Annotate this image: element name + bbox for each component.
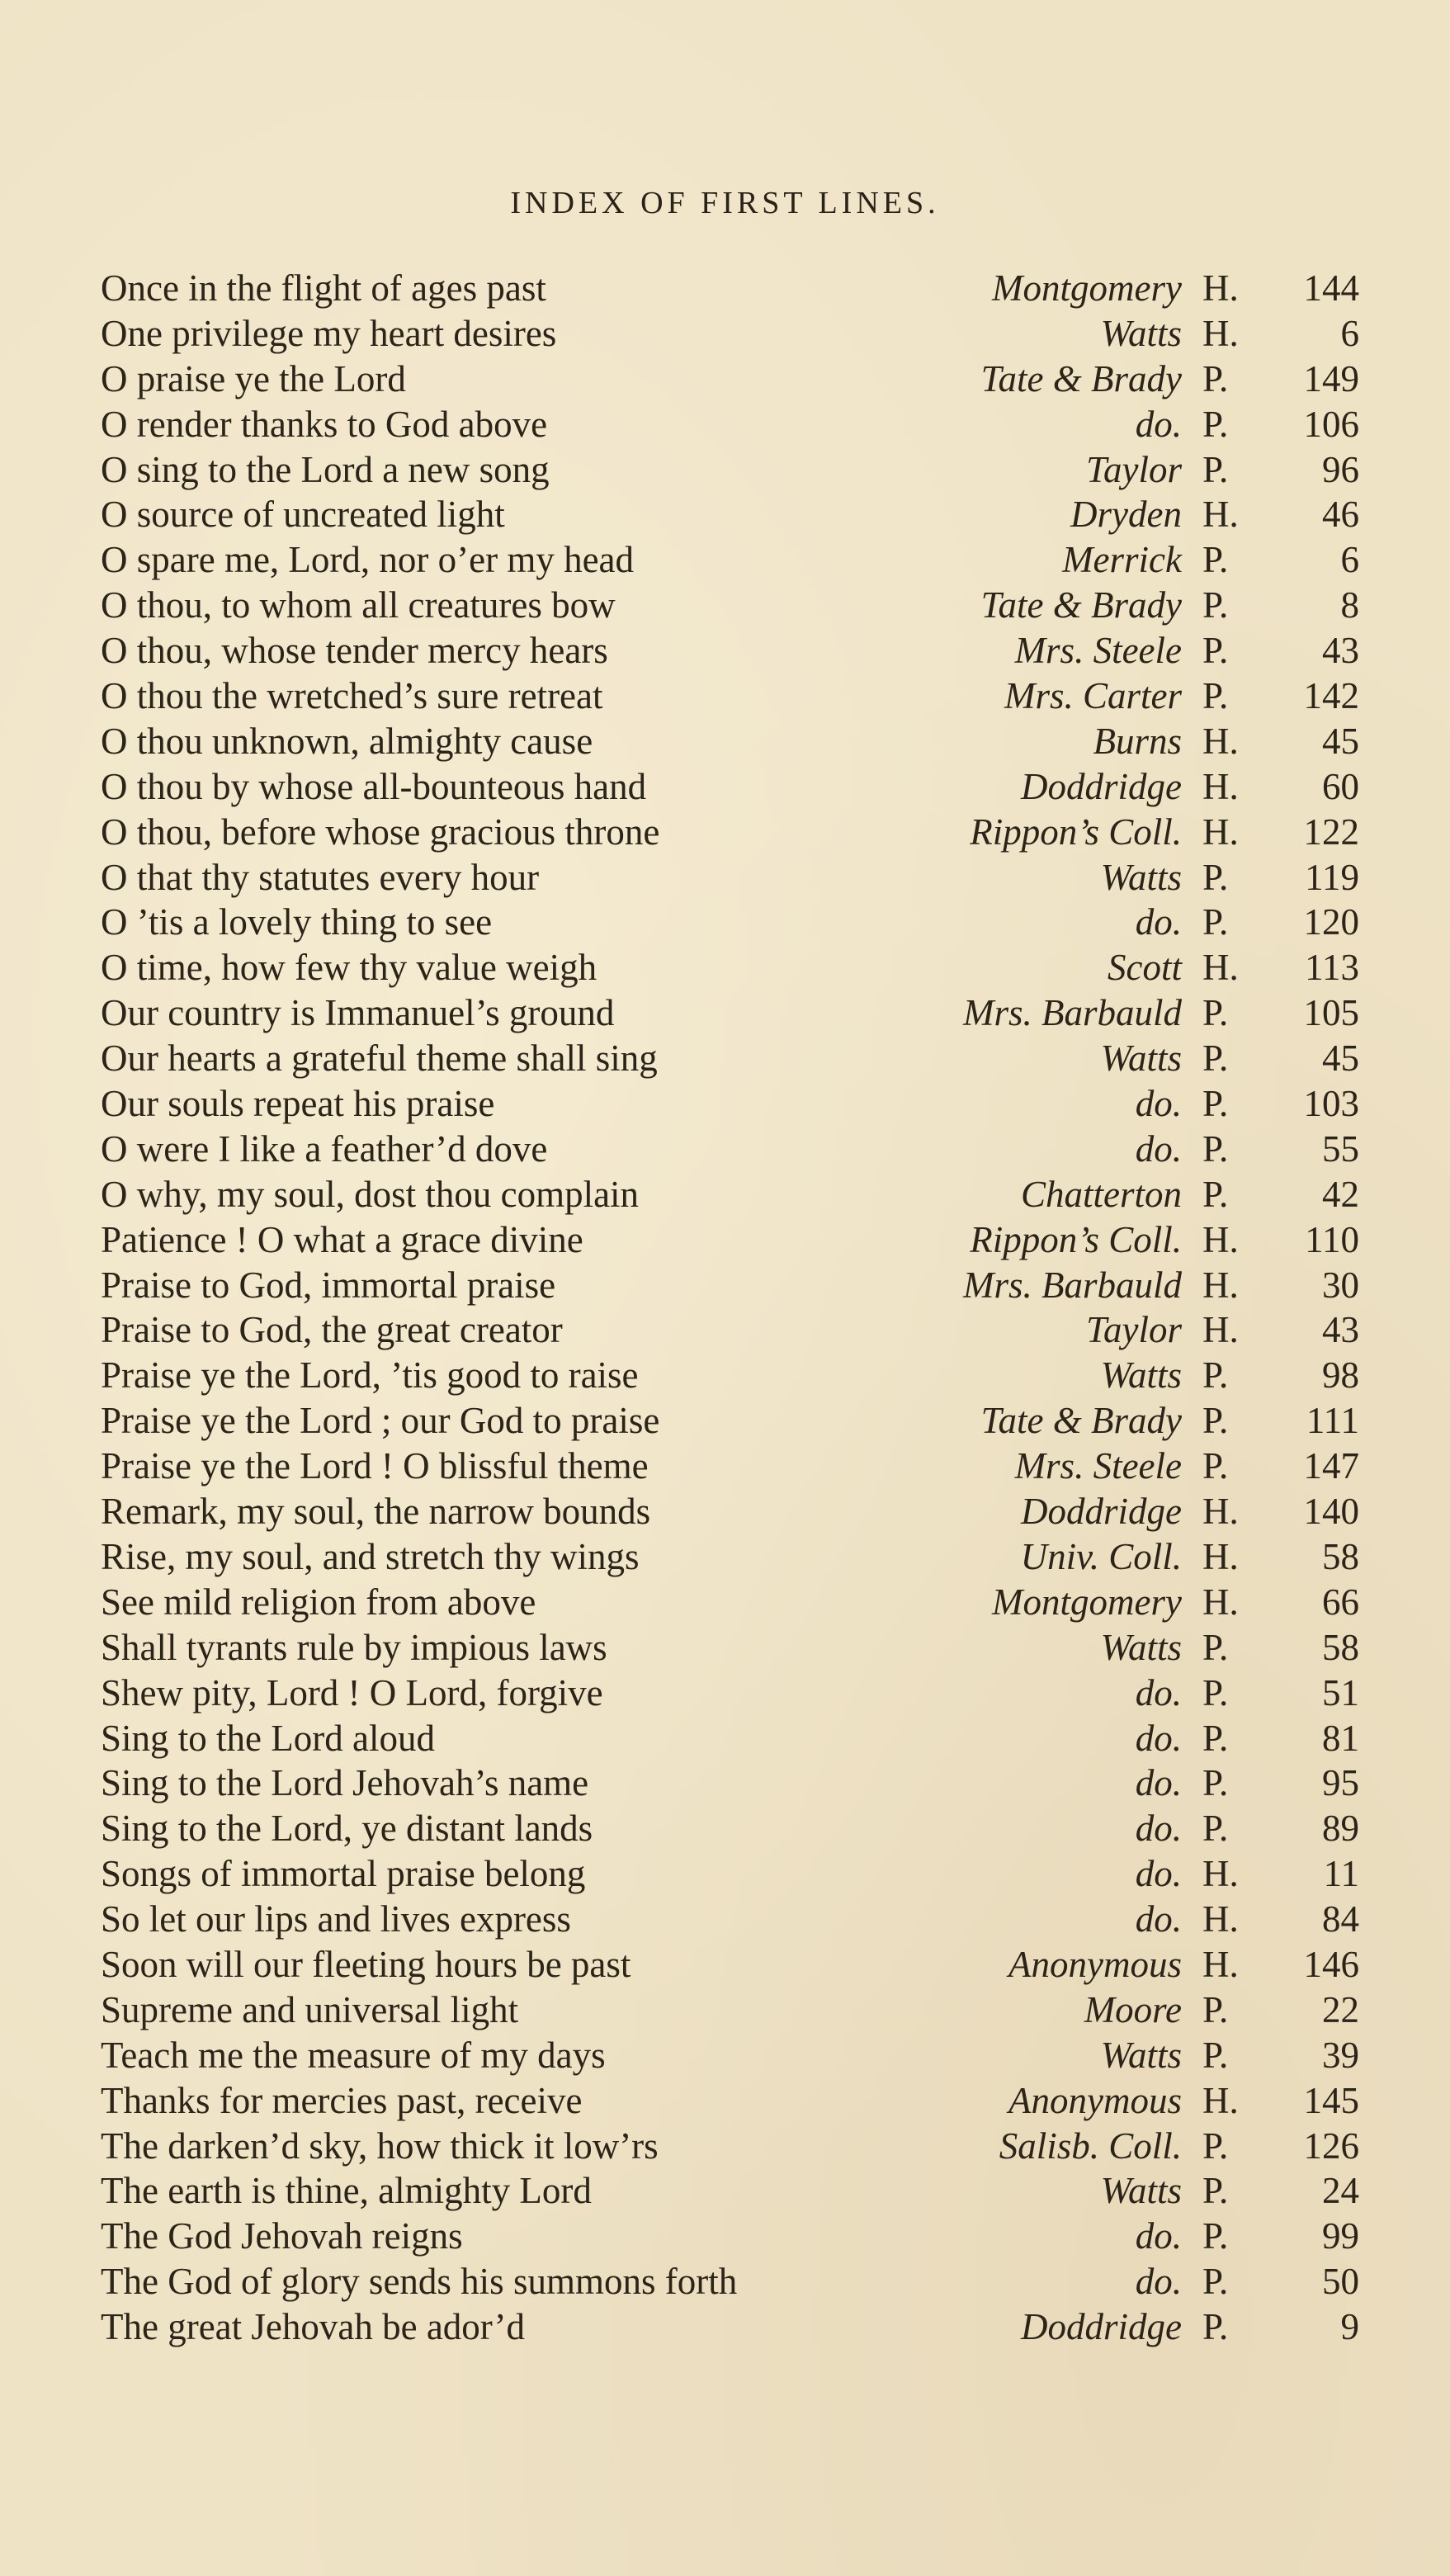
- author-name: do.: [1135, 1083, 1182, 1125]
- hymn-number: 146: [1303, 1943, 1359, 1985]
- first-line-text: Shew pity, Lord ! O Lord, forgive: [101, 1671, 603, 1713]
- hymn-number: 11: [1323, 1853, 1359, 1895]
- hymn-number: 111: [1306, 1400, 1359, 1442]
- author-name: Watts: [1100, 1354, 1182, 1397]
- hymn-number: 81: [1322, 1717, 1359, 1759]
- index-entry: [101, 1716, 1359, 1761]
- hymn-number: 122: [1303, 811, 1359, 853]
- section-letter: P.: [1202, 1127, 1229, 1170]
- author-name: do.: [1135, 403, 1182, 445]
- author-name: Anonymous: [1008, 1943, 1182, 1985]
- hymn-number: 120: [1303, 901, 1359, 943]
- author-name: Tate & Brady: [980, 357, 1182, 399]
- section-letter: P.: [1202, 1762, 1229, 1804]
- hymn-number: 46: [1322, 494, 1359, 536]
- author-name: Tate & Brady: [980, 1400, 1182, 1442]
- index-entry: [101, 2214, 1359, 2259]
- first-line-text: O were I like a feather’d dove: [101, 1127, 548, 1170]
- section-letter: P.: [1202, 2261, 1229, 2303]
- index-entry: [101, 2078, 1359, 2124]
- section-letter: P.: [1202, 1037, 1229, 1080]
- section-letter: P.: [1202, 2170, 1229, 2212]
- hymn-number: 50: [1322, 2261, 1359, 2303]
- author-name: do.: [1135, 1898, 1182, 1940]
- index-entry: [101, 1489, 1359, 1534]
- index-entry: [101, 1444, 1359, 1489]
- hymn-number: 30: [1322, 1264, 1359, 1306]
- author-name: Watts: [1100, 1037, 1182, 1080]
- first-line-text: O praise ye the Lord: [101, 357, 406, 399]
- index-entry: [101, 1580, 1359, 1625]
- first-line-text: Praise ye the Lord, ’tis good to raise: [101, 1354, 639, 1397]
- hymn-number: 8: [1340, 584, 1359, 626]
- section-letter: P.: [1202, 1445, 1229, 1487]
- first-line-text: Soon will our fleeting hours be past: [101, 1943, 631, 1985]
- hymn-number: 60: [1322, 765, 1359, 807]
- first-line-text: Praise to God, immortal praise: [101, 1264, 556, 1306]
- index-list: [101, 266, 1359, 2350]
- author-name: Mrs. Carter: [1004, 675, 1182, 717]
- hymn-number: 55: [1322, 1127, 1359, 1170]
- first-line-text: Praise ye the Lord ; our God to praise: [101, 1400, 660, 1442]
- author-name: Rippon’s Coll.: [970, 1218, 1182, 1260]
- hymn-number: 51: [1322, 1671, 1359, 1713]
- hymn-number: 98: [1322, 1354, 1359, 1397]
- hymn-number: 66: [1322, 1581, 1359, 1623]
- section-letter: H.: [1202, 1264, 1239, 1306]
- section-letter: P.: [1202, 448, 1229, 490]
- index-entry: [101, 1897, 1359, 1942]
- section-letter: P.: [1202, 584, 1229, 626]
- hymn-number: 6: [1340, 539, 1359, 581]
- author-name: do.: [1135, 901, 1182, 943]
- index-entry: [101, 1263, 1359, 1308]
- first-line-text: So let our lips and lives express: [101, 1898, 571, 1940]
- first-line-text: Shall tyrants rule by impious laws: [101, 1626, 607, 1668]
- author-name: do.: [1135, 1808, 1182, 1850]
- first-line-text: Patience ! O what a grace divine: [101, 1218, 583, 1260]
- index-entry: [101, 1081, 1359, 1127]
- section-letter: H.: [1202, 765, 1239, 807]
- section-letter: H.: [1202, 494, 1239, 536]
- index-entry: [101, 1534, 1359, 1580]
- author-name: Salisb. Coll.: [999, 2125, 1182, 2167]
- index-entry: [101, 2124, 1359, 2169]
- author-name: Anonymous: [1008, 2079, 1182, 2121]
- author-name: Mrs. Barbauld: [962, 992, 1182, 1034]
- section-letter: H.: [1202, 312, 1239, 354]
- hymn-number: 105: [1303, 992, 1359, 1034]
- first-line-text: O source of uncreated light: [101, 494, 505, 536]
- first-line-text: O thou unknown, almighty cause: [101, 720, 593, 762]
- first-line-text: O thou, to whom all creatures bow: [101, 584, 616, 626]
- section-letter: P.: [1202, 1626, 1229, 1668]
- index-entry: [101, 2168, 1359, 2214]
- index-entry: [101, 900, 1359, 945]
- first-line-text: O sing to the Lord a new song: [101, 448, 550, 490]
- author-name: do.: [1135, 1717, 1182, 1759]
- first-line-text: O why, my soul, dost thou complain: [101, 1173, 640, 1215]
- section-letter: P.: [1202, 1988, 1229, 2030]
- hymn-number: 58: [1322, 1626, 1359, 1668]
- section-letter: H.: [1202, 1943, 1239, 1985]
- author-name: Doddridge: [1021, 765, 1182, 807]
- first-line-text: O thou, whose tender mercy hears: [101, 630, 608, 672]
- hymn-number: 106: [1303, 403, 1359, 445]
- hymn-number: 45: [1322, 720, 1359, 762]
- section-letter: H.: [1202, 720, 1239, 762]
- first-line-text: The earth is thine, almighty Lord: [101, 2170, 592, 2212]
- section-letter: H.: [1202, 2079, 1239, 2121]
- section-letter: P.: [1202, 675, 1229, 717]
- index-entry: [101, 583, 1359, 628]
- index-entry: [101, 1172, 1359, 1217]
- hymn-number: 84: [1322, 1898, 1359, 1940]
- hymn-number: 113: [1305, 947, 1359, 989]
- author-name: Mrs. Steele: [1014, 1445, 1182, 1487]
- section-letter: P.: [1202, 1671, 1229, 1713]
- hymn-number: 43: [1322, 630, 1359, 672]
- index-entry: [101, 1625, 1359, 1671]
- author-name: Merrick: [1062, 539, 1182, 581]
- author-name: Watts: [1100, 312, 1182, 354]
- index-entry: [101, 266, 1359, 311]
- section-letter: P.: [1202, 2125, 1229, 2167]
- author-name: Mrs. Steele: [1014, 630, 1182, 672]
- index-entry: [101, 945, 1359, 990]
- first-line-text: The great Jehovah be ador’d: [101, 2306, 525, 2348]
- hymn-number: 110: [1305, 1218, 1359, 1260]
- section-letter: P.: [1202, 539, 1229, 581]
- section-letter: P.: [1202, 856, 1229, 898]
- author-name: Univ. Coll.: [1020, 1535, 1182, 1577]
- hymn-number: 45: [1322, 1037, 1359, 1080]
- index-entry: [101, 990, 1359, 1036]
- index-entry: [101, 1307, 1359, 1353]
- section-letter: P.: [1202, 1717, 1229, 1759]
- hymn-number: 89: [1322, 1808, 1359, 1850]
- index-entry: [101, 810, 1359, 855]
- author-name: Watts: [1100, 856, 1182, 898]
- section-letter: P.: [1202, 403, 1229, 445]
- first-line-text: O spare me, Lord, nor o’er my head: [101, 539, 635, 581]
- section-letter: H.: [1202, 1898, 1239, 1940]
- hymn-number: 140: [1303, 1491, 1359, 1533]
- first-line-text: See mild religion from above: [101, 1581, 536, 1623]
- first-line-text: Once in the flight of ages past: [101, 267, 546, 309]
- hymn-number: 42: [1322, 1173, 1359, 1215]
- first-line-text: Songs of immortal praise belong: [101, 1853, 586, 1895]
- author-name: do.: [1135, 2215, 1182, 2257]
- index-entry: [101, 492, 1359, 537]
- index-entry: [101, 1217, 1359, 1263]
- section-letter: P.: [1202, 1808, 1229, 1850]
- author-name: Taylor: [1086, 1309, 1182, 1351]
- author-name: Montgomery: [992, 1581, 1182, 1623]
- section-letter: H.: [1202, 1853, 1239, 1895]
- hymn-number: 96: [1322, 448, 1359, 490]
- author-name: Montgomery: [992, 267, 1182, 309]
- index-entry: [101, 2304, 1359, 2350]
- index-entry: [101, 1806, 1359, 1851]
- index-entry: [101, 1851, 1359, 1897]
- section-letter: H.: [1202, 267, 1239, 309]
- hymn-number: 145: [1303, 2079, 1359, 2121]
- section-letter: H.: [1202, 1491, 1239, 1533]
- index-entry: [101, 1036, 1359, 1081]
- first-line-text: Our country is Immanuel’s ground: [101, 992, 615, 1034]
- section-letter: H.: [1202, 1309, 1239, 1351]
- hymn-number: 103: [1303, 1083, 1359, 1125]
- author-name: do.: [1135, 1853, 1182, 1895]
- index-entry: [101, 447, 1359, 493]
- index-entry: [101, 1671, 1359, 1716]
- first-line-text: O thou by whose all-bounteous hand: [101, 765, 647, 807]
- first-line-text: One privilege my heart desires: [101, 312, 557, 354]
- author-name: Tate & Brady: [980, 584, 1182, 626]
- first-line-text: Our hearts a grateful theme shall sing: [101, 1037, 658, 1080]
- first-line-text: O render thanks to God above: [101, 403, 548, 445]
- hymn-number: 24: [1322, 2170, 1359, 2212]
- hymn-number: 126: [1303, 2125, 1359, 2167]
- author-name: do.: [1135, 1762, 1182, 1804]
- index-entry: [101, 1353, 1359, 1398]
- author-name: Burns: [1093, 720, 1182, 762]
- index-entry: [101, 1942, 1359, 1988]
- hymn-number: 95: [1322, 1762, 1359, 1804]
- author-name: Watts: [1100, 2170, 1182, 2212]
- hymn-number: 9: [1340, 2306, 1359, 2348]
- author-name: Mrs. Barbauld: [962, 1264, 1182, 1306]
- hymn-number: 58: [1322, 1535, 1359, 1577]
- first-line-text: The God Jehovah reigns: [101, 2215, 463, 2257]
- author-name: Taylor: [1086, 448, 1182, 490]
- first-line-text: Praise to God, the great creator: [101, 1309, 563, 1351]
- hymn-number: 147: [1303, 1445, 1359, 1487]
- hymn-number: 22: [1322, 1988, 1359, 2030]
- section-letter: P.: [1202, 992, 1229, 1034]
- index-entry: [101, 2033, 1359, 2078]
- author-name: Moore: [1084, 1988, 1182, 2030]
- first-line-text: Supreme and universal light: [101, 1988, 519, 2030]
- first-line-text: O ’tis a lovely thing to see: [101, 901, 493, 943]
- index-entry: [101, 1988, 1359, 2033]
- section-letter: P.: [1202, 357, 1229, 399]
- first-line-text: The darken’d sky, how thick it low’rs: [101, 2125, 659, 2167]
- hymn-number: 39: [1322, 2034, 1359, 2076]
- section-letter: H.: [1202, 1581, 1239, 1623]
- index-entry: [101, 2259, 1359, 2304]
- index-entry: [101, 357, 1359, 402]
- hymn-number: 142: [1303, 675, 1359, 717]
- section-letter: P.: [1202, 1354, 1229, 1397]
- author-name: Watts: [1100, 1626, 1182, 1668]
- index-entry: [101, 537, 1359, 583]
- first-line-text: The God of glory sends his summons forth: [101, 2261, 738, 2303]
- index-entry: [101, 311, 1359, 357]
- first-line-text: O thou, before whose gracious throne: [101, 811, 660, 853]
- author-name: Watts: [1100, 2034, 1182, 2076]
- first-line-text: Remark, my soul, the narrow bounds: [101, 1491, 651, 1533]
- author-name: do.: [1135, 1671, 1182, 1713]
- first-line-text: O time, how few thy value weigh: [101, 947, 597, 989]
- section-letter: H.: [1202, 1218, 1239, 1260]
- first-line-text: Thanks for mercies past, receive: [101, 2079, 583, 2121]
- first-line-text: Our souls repeat his praise: [101, 1083, 495, 1125]
- section-letter: P.: [1202, 1400, 1229, 1442]
- first-line-text: O that thy statutes every hour: [101, 856, 540, 898]
- hymn-number: 119: [1305, 856, 1359, 898]
- author-name: Chatterton: [1020, 1173, 1182, 1215]
- first-line-text: O thou the wretched’s sure retreat: [101, 675, 603, 717]
- index-entry: [101, 402, 1359, 447]
- hymn-number: 43: [1322, 1309, 1359, 1351]
- index-entry: [101, 764, 1359, 810]
- hymn-number: 6: [1340, 312, 1359, 354]
- index-entry: [101, 855, 1359, 900]
- first-line-text: Rise, my soul, and stretch thy wings: [101, 1535, 640, 1577]
- index-entry: [101, 719, 1359, 764]
- section-letter: H.: [1202, 811, 1239, 853]
- hymn-number: 144: [1303, 267, 1359, 309]
- first-line-text: Teach me the measure of my days: [101, 2034, 606, 2076]
- author-name: Doddridge: [1021, 1491, 1182, 1533]
- first-line-text: Sing to the Lord, ye distant lands: [101, 1808, 593, 1850]
- section-letter: P.: [1202, 2215, 1229, 2257]
- index-entry: [101, 1761, 1359, 1806]
- index-entry: [101, 628, 1359, 674]
- index-entry: [101, 1127, 1359, 1172]
- author-name: Doddridge: [1021, 2306, 1182, 2348]
- section-letter: P.: [1202, 630, 1229, 672]
- first-line-text: Sing to the Lord aloud: [101, 1717, 435, 1759]
- page-heading: INDEX OF FIRST LINES.: [510, 186, 940, 220]
- first-line-text: Sing to the Lord Jehovah’s name: [101, 1762, 589, 1804]
- section-letter: P.: [1202, 2034, 1229, 2076]
- author-name: do.: [1135, 2261, 1182, 2303]
- section-letter: H.: [1202, 1535, 1239, 1577]
- author-name: Dryden: [1070, 494, 1182, 536]
- index-entry: [101, 1398, 1359, 1444]
- section-letter: P.: [1202, 901, 1229, 943]
- hymn-number: 99: [1322, 2215, 1359, 2257]
- section-letter: P.: [1202, 1083, 1229, 1125]
- hymn-number: 149: [1303, 357, 1359, 399]
- section-letter: P.: [1202, 1173, 1229, 1215]
- index-entry: [101, 674, 1359, 719]
- section-letter: P.: [1202, 2306, 1229, 2348]
- author-name: Scott: [1108, 947, 1182, 989]
- first-line-text: Praise ye the Lord ! O blissful theme: [101, 1445, 649, 1487]
- author-name: do.: [1135, 1127, 1182, 1170]
- section-letter: H.: [1202, 947, 1239, 989]
- author-name: Rippon’s Coll.: [970, 811, 1182, 853]
